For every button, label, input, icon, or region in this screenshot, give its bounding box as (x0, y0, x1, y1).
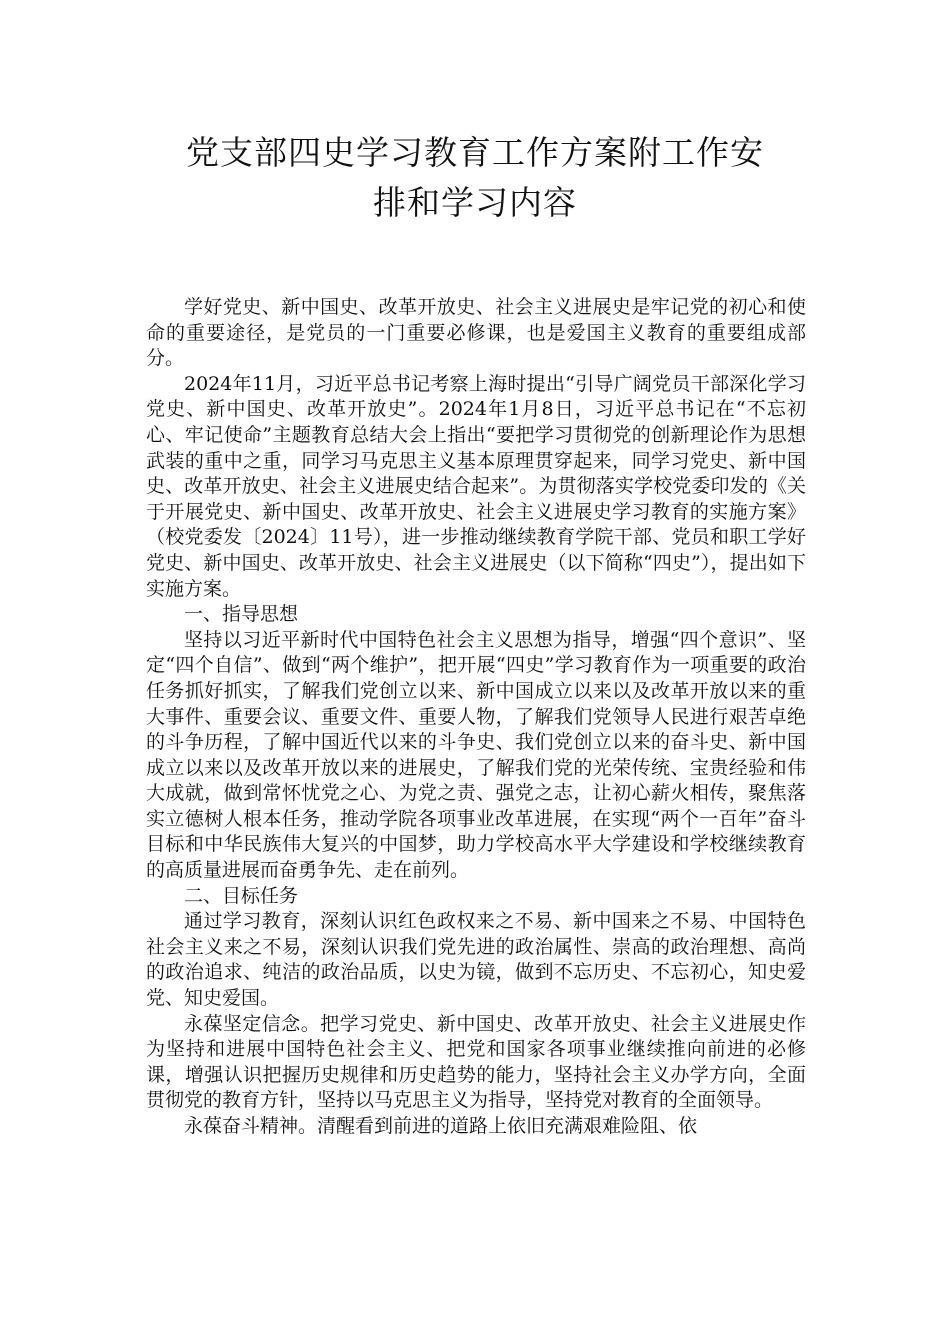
paragraph-struggle-spirit: 永葆奋斗精神。清醒看到前进的道路上依旧充满艰难险阻、依 (184, 1115, 698, 1137)
section-heading-goals: 二、目标任务 (184, 884, 299, 907)
document-body (146, 295, 806, 1140)
title-line-1: 党支部四史学习教育工作方案附工作安 (186, 133, 764, 172)
paragraph-guiding-thought: 坚持以习近平新时代中国特色社会主义思想为指导，增强“四个意识”、坚定“四个自信”、做到“两个维护”，把开展“四史”学习教育作为一项重要的政治任务抓好抓实，了解我们党创立以来、新中国成立以来以及改革开放以来的重大事件、重要会议、重要文件、重要人物，了解我们党领导人民进行艰苦卓绝的斗争历程，了解中国近代以来的斗争史、我们党创立以来的奋斗史、新中国成立以来以及改革开放以来的进展史，了解我们党的光荣传统、宝贵经验和伟大成就，做到常怀忧党之心、为党之责、强党之志，让初心薪火相传，聚焦落实立德树人根本任务，推动学院各项事业改革进展，在实现“两个一百年”奋斗目标和中华民族伟大复兴的中国梦，助力学校高水平大学建设和学校继续教育的高质量进展而奋勇争先、走在前列。 (146, 628, 806, 882)
paragraph-background: 2024年11月，习近平总书记考察上海时提出“引导广阔党员干部深化学习党史、新中国史、改革开放史”。2024年1月8日，习近平总书记在“不忘初心、牢记使命”主题教育总结大会上指出“要把学习贯彻党的创新理论作为思想武装的重中之重，同学习马克思主义基本原理贯穿起来，同学习党史、新中国史、改革开放史、社会主义进展史结合起来”。为贯彻落实学校党委印发的《关于开展党史、新中国史、改革开放史、社会主义进展史学习教育的实施方案》（校党委发〔2024〕11号），进一步推动继续教育学院干部、党员和职工学好党史、新中国史、改革开放史、社会主义进展史（以下简称“四史”），提出如下实施方案。 (146, 372, 806, 600)
paragraph-intro: 学好党史、新中国史、改革开放史、社会主义进展史是牢记党的初心和使命的重要途径，是党员的一门重要必修课，也是爱国主义教育的重要组成部分。 (146, 296, 806, 370)
section-heading-guiding-thought: 一、指导思想 (184, 603, 299, 626)
paragraph-goals: 通过学习教育，深刻认识红色政权来之不易、新中国来之不易、中国特色社会主义来之不易，深刻认识我们党先进的政治属性、崇高的政治理想、高尚的政治追求、纯洁的政治品质，以史为镜，做到不忘历史、不忘初心，知史爱党、知史爱国。 (146, 910, 806, 1010)
document-title (140, 128, 810, 228)
paragraph-firm-belief: 永葆坚定信念。把学习党史、新中国史、改革开放史、社会主义进展史作为坚持和进展中国特色社会主义、把党和国家各项事业继续推向前进的必修课，增强认识把握历史规律和历史趋势的能力，坚持社会主义办学方向，全面贯彻党的教育方针，坚持以马克思主义为指导，坚持党对教育的全面领导。 (146, 1012, 806, 1112)
title-line-2: 排和学习内容 (373, 183, 577, 222)
